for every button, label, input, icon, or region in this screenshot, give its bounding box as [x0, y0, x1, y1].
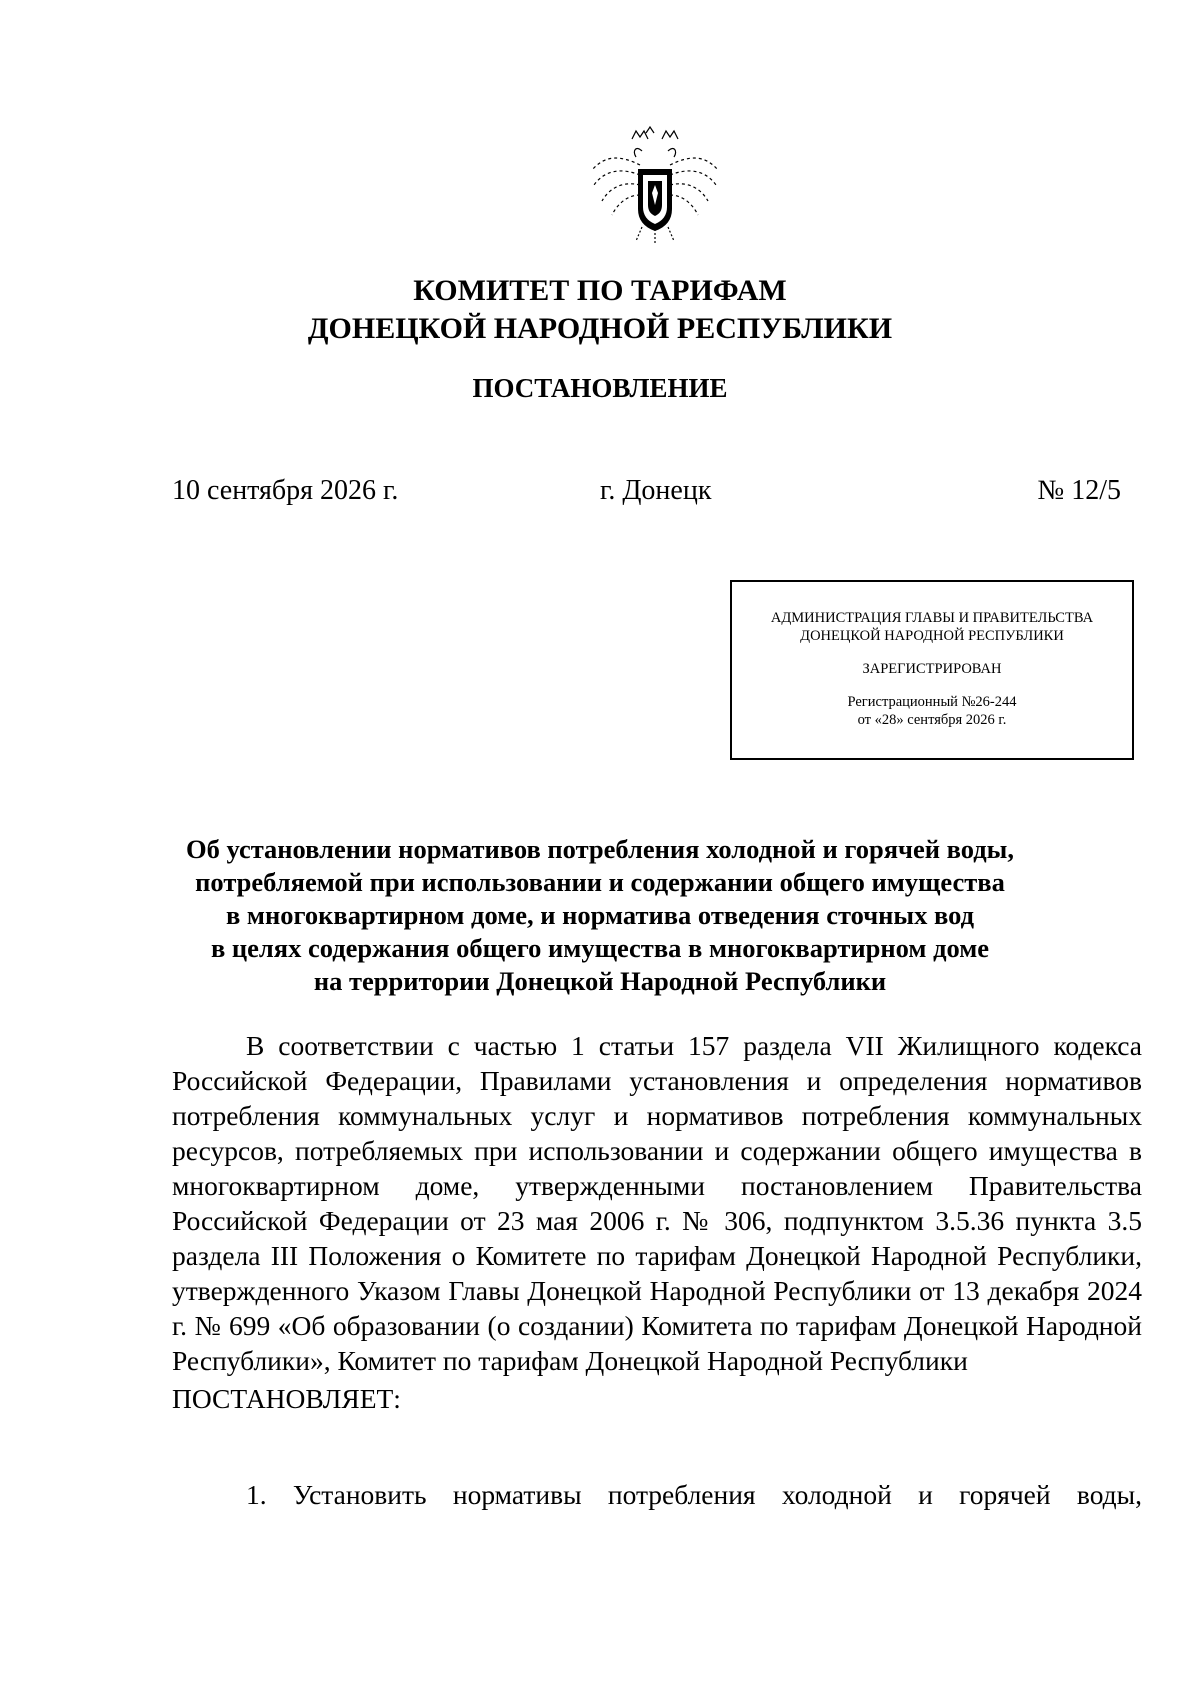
committee-name-line1: КОМИТЕТ ПО ТАРИФАМ: [413, 274, 787, 307]
registration-stamp: [730, 580, 1134, 760]
document-number: № 12/5: [1037, 475, 1121, 506]
committee-name-line2: ДОНЕЦКОЙ НАРОДНОЙ РЕСПУБЛИКИ: [307, 312, 893, 345]
document-type: ПОСТАНОВЛЕНИЕ: [472, 373, 728, 403]
title-line: потребляемой при использовании и содержании общего имущества: [195, 867, 1005, 897]
resolves-heading: ПОСТАНОВЛЯЕТ:: [172, 1383, 401, 1414]
title-line: в многоквартирном доме, и норматива отведения сточных вод: [225, 900, 975, 930]
title-line: в целях содержания общего имущества в многоквартирном доме: [210, 933, 990, 963]
registration-date: от «28» сентября 2026 г.: [857, 712, 1007, 728]
document-city: г. Донецк: [600, 475, 712, 506]
title-line: Об установлении нормативов потребления холодной и горячей воды,: [186, 834, 1014, 864]
registration-org-line1: АДМИНИСТРАЦИЯ ГЛАВЫ И ПРАВИТЕЛЬСТВА: [770, 610, 1094, 626]
document-date: 10 сентября 2026 г.: [172, 475, 399, 506]
document-title: [0, 833, 1200, 998]
item-1-text: 1. Установить нормативы потребления холодной и горячей воды,: [246, 1479, 1142, 1510]
registration-org-line2: ДОНЕЦКОЙ НАРОДНОЙ РЕСПУБЛИКИ: [800, 628, 1064, 644]
preamble-paragraph: В соответствии с частью 1 статьи 157 раздела VII Жилищного кодекса Российской Федерации, Правилами установления и определения нормативов потребления коммунальных услуг и нормативов потребления коммунальных ресурсов, потребляемых при использовании и содержании общего имущества в многоквартирном доме, утвержденными постановлением Правительства Российской Федерации от 23 мая 2006 г. № 306, подпунктом 3.5.36 пункта 3.5 раздела III Положения о Комитете по тарифам Донецкой Народной Республики, утвержденного Указом Главы Донецкой Народной Республики от 13 декабря 2024 г. № 699 «Об образовании (о создании) Комитета по тарифам Донецкой Народной Республики», Комитет по тарифам Донецкой Народной Республики: [172, 1030, 1142, 1376]
registration-status: ЗАРЕГИСТРИРОВАН: [862, 661, 1002, 677]
registration-number: Регистрационный №26-244: [847, 694, 1017, 710]
title-line: на территории Донецкой Народной Республики: [313, 966, 887, 996]
emblem-icon: [580, 125, 730, 255]
